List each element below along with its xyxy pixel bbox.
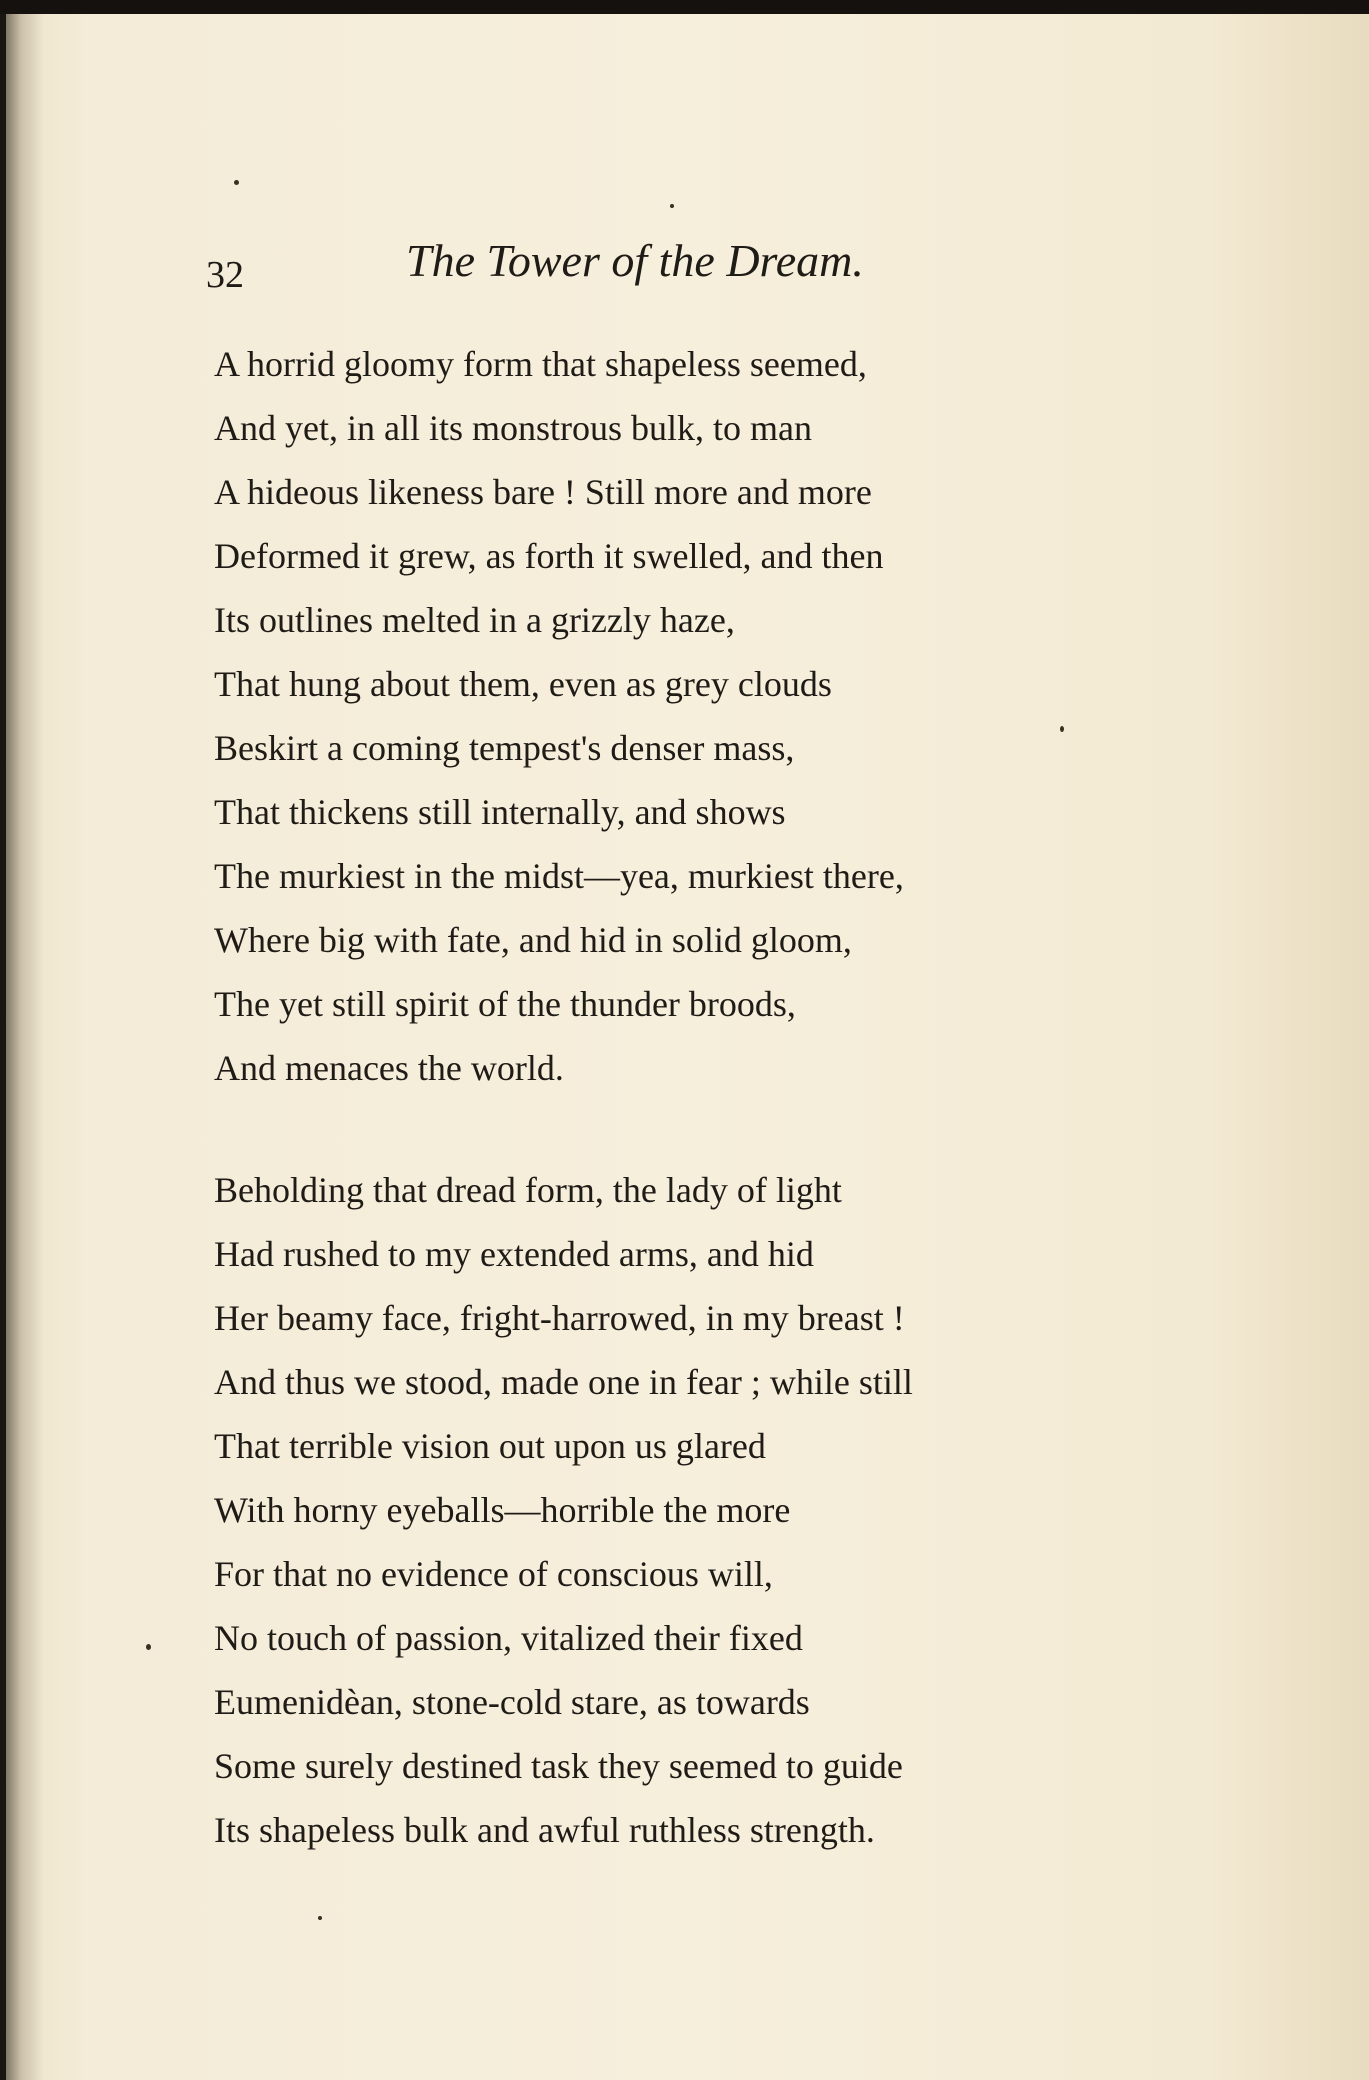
poem-line: Its shapeless bulk and awful ruthless strength. bbox=[214, 1810, 875, 1850]
poem-line: With horny eyeballs—horrible the more bbox=[214, 1490, 791, 1530]
running-title: The Tower of the Dream. bbox=[406, 235, 864, 286]
poem-line: That hung about them, even as grey clouds bbox=[214, 664, 832, 704]
poem-line: And thus we stood, made one in fear ; while still bbox=[214, 1362, 913, 1402]
poem-line: That thickens still internally, and shows bbox=[214, 792, 786, 832]
poem-line: The murkiest in the midst—yea, murkiest there, bbox=[214, 856, 904, 896]
page-header bbox=[206, 229, 1006, 299]
stanza-1 bbox=[214, 332, 1114, 1100]
poem-line: A hideous likeness bare ! Still more and more bbox=[214, 472, 872, 512]
poem-line: Had rushed to my extended arms, and hid bbox=[214, 1234, 814, 1274]
poem-line: Deformed it grew, as forth it swelled, and then bbox=[214, 536, 884, 576]
paper-speck bbox=[318, 1916, 322, 1920]
poem-line: That terrible vision out upon us glared bbox=[214, 1426, 766, 1466]
gutter-shadow bbox=[6, 14, 44, 2080]
paper-speck bbox=[670, 204, 674, 208]
poem-line: Her beamy face, fright-harrowed, in my breast ! bbox=[214, 1298, 905, 1338]
poem-line: For that no evidence of conscious will, bbox=[214, 1554, 773, 1594]
stanza-2 bbox=[214, 1158, 1114, 1862]
book-top-edge bbox=[0, 0, 1369, 14]
page-number: 32 bbox=[206, 254, 244, 296]
poem-line: And menaces the world. bbox=[214, 1048, 564, 1088]
poem-line: Beskirt a coming tempest's denser mass, bbox=[214, 728, 795, 768]
poem-line: Some surely destined task they seemed to guide bbox=[214, 1746, 903, 1786]
paper-speck bbox=[234, 180, 239, 185]
poem-line: A horrid gloomy form that shapeless seemed, bbox=[214, 344, 867, 384]
poem-line: Beholding that dread form, the lady of light bbox=[214, 1170, 842, 1210]
poem-text bbox=[214, 332, 1114, 1862]
paper-speck bbox=[146, 1644, 151, 1650]
poem-line: Where big with fate, and hid in solid gloom, bbox=[214, 920, 852, 960]
poem-line: Its outlines melted in a grizzly haze, bbox=[214, 600, 735, 640]
poem-line: And yet, in all its monstrous bulk, to man bbox=[214, 408, 812, 448]
poem-line: Eumenidèan, stone-cold stare, as towards bbox=[214, 1682, 810, 1722]
poem-line: The yet still spirit of the thunder broods, bbox=[214, 984, 796, 1024]
poem-line: No touch of passion, vitalized their fixed bbox=[214, 1618, 803, 1658]
book-page bbox=[6, 14, 1369, 2080]
